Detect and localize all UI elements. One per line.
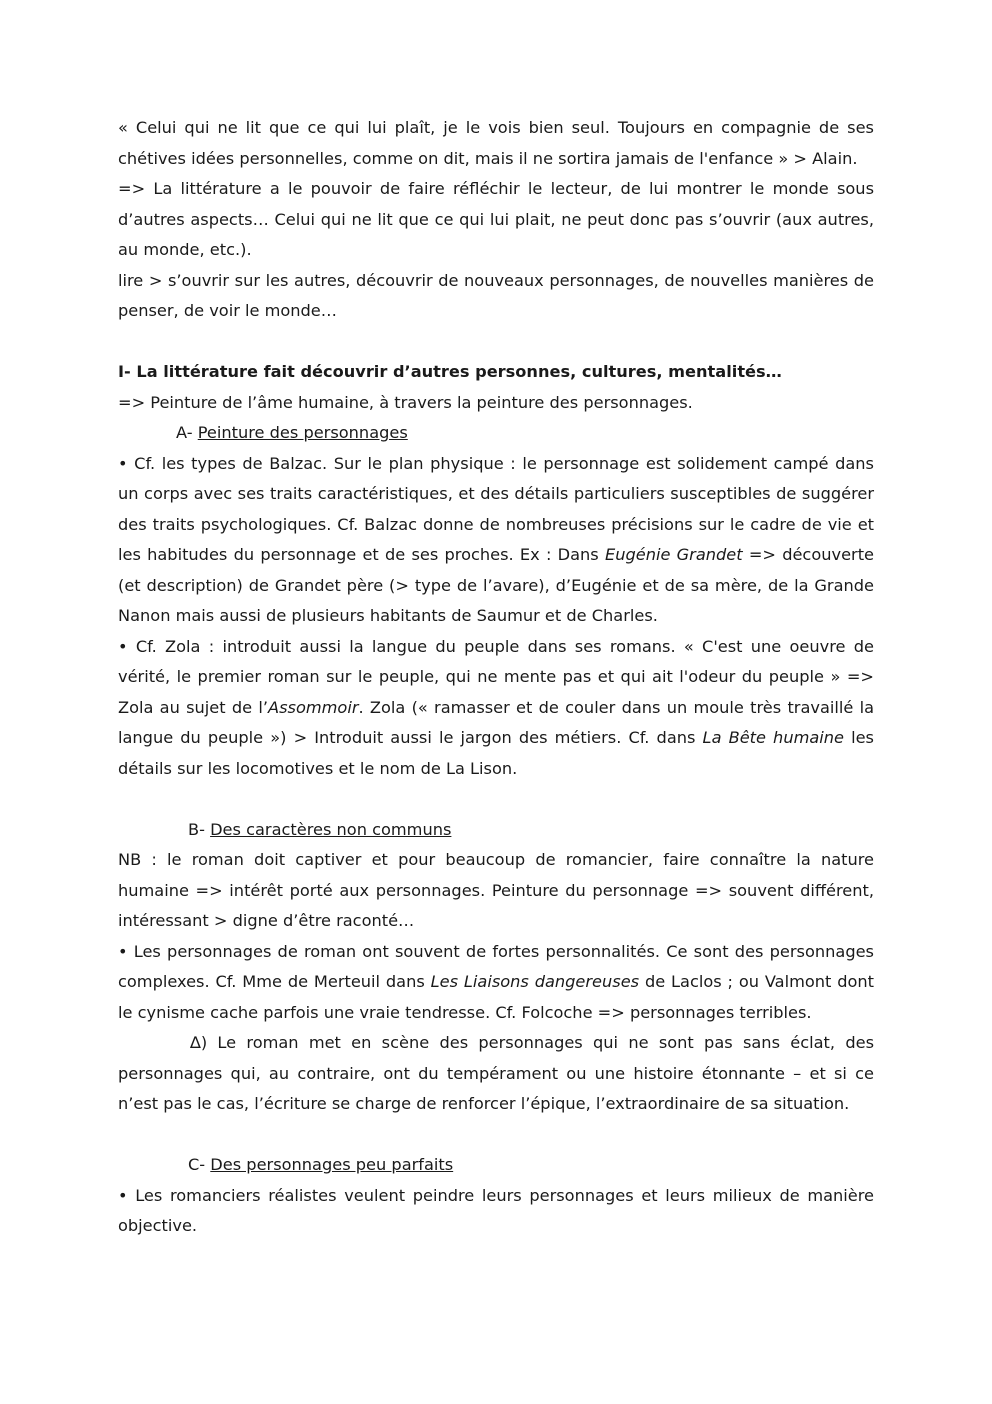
section-a-prefix: A-: [176, 423, 198, 442]
section-b-delta: ∆) Le roman met en scène des personnages qui ne sont pas sans éclat, des personnages qui, au contraire, ont du tempérament ou une histoire étonnante – et si ce n’est pas le cas, l’écriture se charge de renforcer l’épique, l’extraordinaire de sa situation.: [118, 1033, 874, 1113]
text-run: . Zola (« ramasser et de couler dans un moule très travaillé la langue du peuple ») > Introduit aussi le jargon des métiers. Cf. dans: [118, 697, 875, 747]
section-a-heading: [118, 418, 874, 449]
section-c-paragraph: • Les romanciers réalistes veulent peindre leurs personnages et leurs milieux de manière objective.: [118, 1185, 874, 1235]
section-c-title: Des personnages peu parfaits: [210, 1155, 454, 1174]
book-title: Les Liaisons dangereuses: [430, 972, 640, 991]
spacer: [118, 784, 874, 815]
part1-subtitle: => Peinture de l’âme humaine, à travers la peinture des personnages.: [118, 392, 693, 412]
intro-comment: => La littérature a le pouvoir de faire réfléchir le lecteur, de lui montrer le monde sous d’autres aspects… Celui qui ne lit que ce qui lui plait, ne peut donc pas s’ouvrir (aux autres, au monde, etc.).: [118, 179, 874, 259]
text-run: • Cf. Zola : introduit aussi la langue du peuple dans ses romans. « C'est une oeuvre de vérité, le premier roman sur le peuple, qui ne mente pas et qui ait l'odeur du peuple » => Zola au sujet de l’: [118, 636, 874, 717]
section-c-prefix: C-: [188, 1155, 211, 1174]
text-run: • Les personnages de roman ont souvent de fortes personnalités. Ce sont des personnages complexes. Cf. Mme de Merteuil dans: [118, 941, 874, 991]
section-c-heading: [118, 1150, 874, 1181]
intro-quote: « Celui qui ne lit que ce qui lui plaît, je le vois bien seul. Toujours en compagnie de ses chétives idées personnelles, comme on dit, mais il ne sortira jamais de l'enfance » > Alain.: [118, 118, 874, 168]
section-a-title: Peinture des personnages: [197, 423, 408, 442]
text-run: => découverte (et description) de Grandet père (> type de l’avare), d’Eugénie et de sa mère, de la Grande Nanon mais aussi de plusieurs habitants de Saumur et de Charles.: [118, 545, 874, 625]
part1-title: I- La littérature fait découvrir d’autres personnes, cultures, mentalités…: [118, 362, 782, 381]
document-page: [118, 113, 874, 1242]
section-b-nb: NB : le roman doit captiver et pour beaucoup de romancier, faire connaître la nature humaine => intérêt porté aux personnages. Peinture du personnage => souvent différent, intéressant > digne d’être raconté…: [118, 850, 874, 930]
section-a-paragraph-zola: [118, 632, 874, 785]
text-run: • Cf. les types de Balzac. Sur le plan physique : le personnage est solidement campé dans un corps avec ses traits caractéristiques, et des détails particuliers susceptibles de suggérer des traits psychologiques. Cf. Balzac donne de nombreuses précisions sur le cadre de vie et les habitudes du personnage et de ses proches. Ex : Dans: [118, 453, 874, 564]
spacer: [118, 1120, 874, 1151]
book-title: Assommoir: [268, 697, 359, 717]
section-b-heading: [118, 815, 874, 846]
section-b-title: Des caractères non communs: [210, 819, 452, 839]
intro-lire: lire > s’ouvrir sur les autres, découvrir de nouveaux personnages, de nouvelles manières de penser, de voir le monde…: [118, 270, 874, 320]
spacer: [118, 327, 874, 358]
book-title: La Bête humaine: [702, 728, 844, 747]
section-b-prefix: B-: [188, 819, 211, 839]
book-title: Eugénie Grandet: [604, 545, 743, 564]
section-a-paragraph-balzac: [118, 449, 874, 632]
text-run: les détails sur les locomotives et le nom de La Lison.: [118, 728, 874, 778]
section-b-paragraph-personnages: [118, 937, 874, 1029]
text-run: de Laclos ; ou Valmont dont le cynisme cache parfois une vraie tendresse. Cf. Folcoche => personnages terribles.: [118, 972, 874, 1022]
